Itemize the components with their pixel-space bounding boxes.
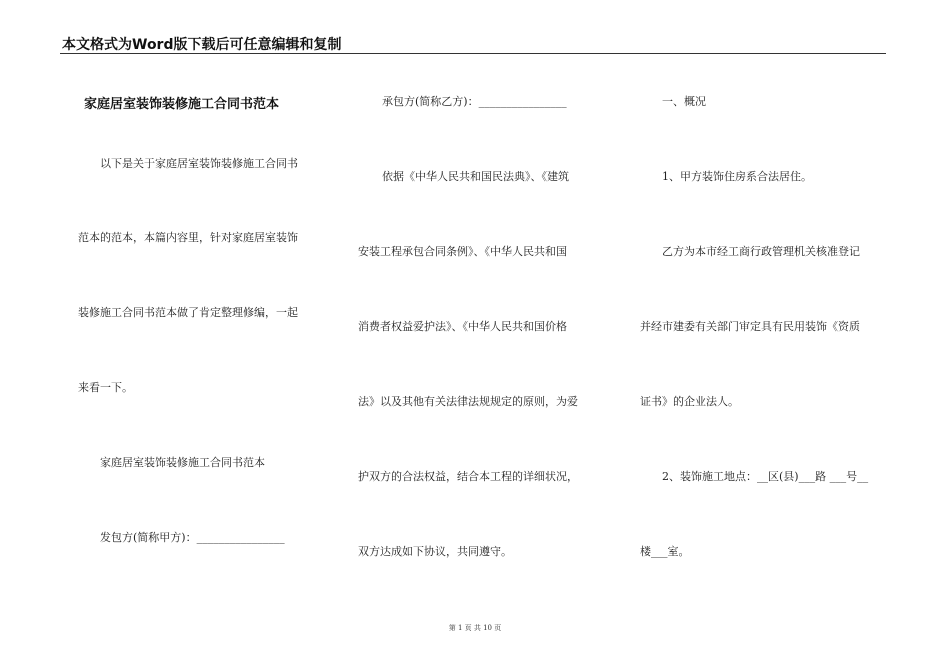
paragraph-line: 消费者权益爱护法》、《中华人民共和国价格: [358, 320, 567, 333]
document-banner: 本文格式为Word版下载后可任意编辑和复制: [62, 37, 342, 53]
page-footer: 第 1 页 共 10 页: [448, 624, 502, 632]
paragraph-line: 楼___室。: [640, 545, 690, 558]
paragraph-line: 依据《中华人民共和国民法典》、《建筑: [382, 170, 569, 183]
paragraph-line: 2、装饰施工地点：__区(县)___路 ___号__: [662, 470, 869, 483]
paragraph-line: 安装工程承包合同条例》、《中华人民共和国: [358, 245, 567, 258]
paragraph-line: 以下是关于家庭居室装饰装修施工合同书: [100, 157, 298, 170]
paragraph-line: 并经市建委有关部门审定具有民用装饰《资质: [640, 320, 860, 333]
contract-title: 家庭居室装饰装修施工合同书范本: [84, 97, 280, 112]
section-heading-overview: 一、概况: [662, 95, 706, 108]
paragraph-line: 乙方为本市经工商行政管理机关核准登记: [662, 245, 860, 258]
section-heading: 家庭居室装饰装修施工合同书范本: [100, 456, 265, 469]
party-a-line: 发包方(简称甲方)：________________: [100, 531, 285, 544]
paragraph-line: 双方达成如下协议，共同遵守。: [358, 545, 512, 558]
paragraph-line: 法》以及其他有关法律法规规定的原则，为爱: [358, 395, 578, 408]
paragraph-line: 证书》的企业法人。: [640, 395, 739, 408]
paragraph-line: 范本的范本，本篇内容里，针对家庭居室装饰: [78, 231, 298, 244]
party-b-line: 承包方(简称乙方)：________________: [382, 95, 567, 108]
paragraph-line: 1、甲方装饰住房系合法居住。: [662, 170, 812, 183]
header-rule: [60, 53, 886, 54]
paragraph-line: 装修施工合同书范本做了肯定整理修编，一起: [78, 306, 298, 319]
paragraph-line: 来看一下。: [78, 381, 133, 394]
paragraph-line: 护双方的合法权益，结合本工程的详细状况，: [358, 470, 578, 483]
